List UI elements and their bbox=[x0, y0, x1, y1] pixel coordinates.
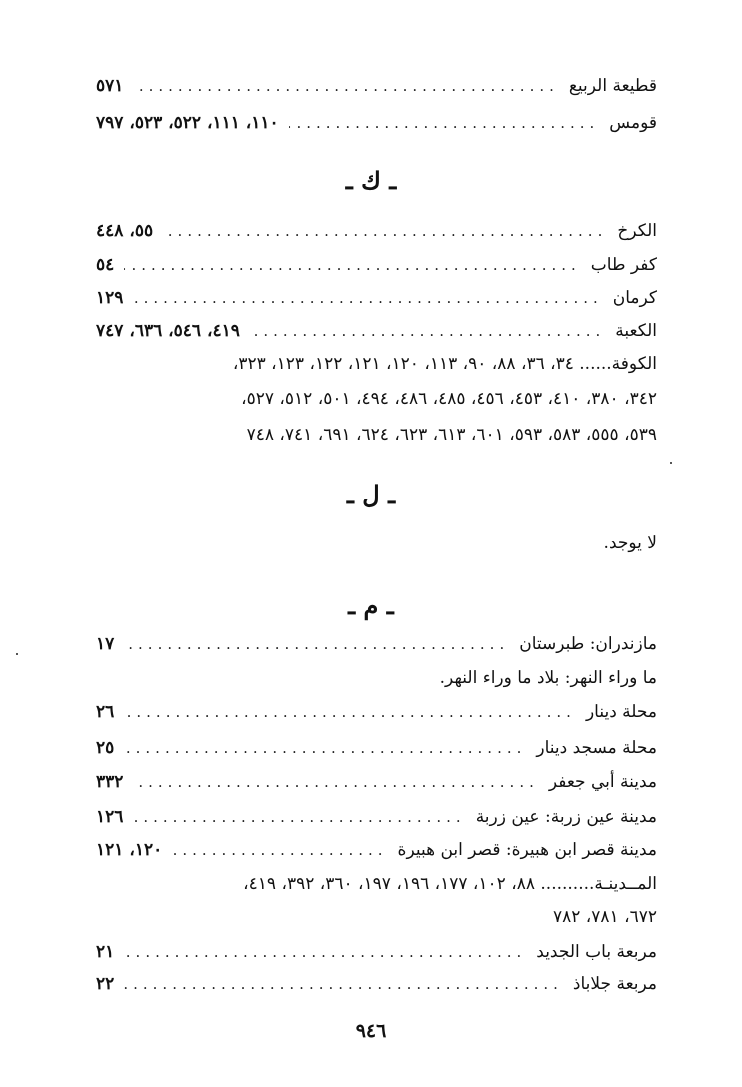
index-entry bbox=[96, 250, 657, 280]
entry-pages: ٢٢ bbox=[96, 974, 115, 994]
entry-pages: ٥٧١ bbox=[96, 76, 124, 96]
index-entry bbox=[96, 629, 657, 659]
leader-dots bbox=[124, 258, 581, 273]
leader-dots bbox=[289, 116, 600, 131]
scan-speck bbox=[670, 462, 672, 464]
entry-pages: ٢٥ bbox=[96, 738, 115, 758]
leader-dots bbox=[133, 775, 538, 790]
madina-line-1: المــدينـة.......... ٨٨، ١٠٢، ١٧٧، ١٩٦، ١٩٧، ٣٦٠، ٣٩٢، ٤١٩، bbox=[243, 874, 657, 894]
leader-dots bbox=[124, 945, 526, 960]
leader-dots bbox=[133, 291, 602, 306]
index-entry bbox=[96, 216, 657, 246]
entry-pages: ٤١٩، ٥٤٦، ٦٣٦، ٧٤٧ bbox=[96, 321, 240, 341]
entry-term: مازندران: طبرستان bbox=[519, 634, 657, 654]
index-entry bbox=[96, 937, 657, 967]
entry-pages: ٢١ bbox=[96, 942, 115, 962]
index-entry bbox=[96, 71, 657, 101]
entry-pages: ٣٣٢ bbox=[96, 772, 124, 792]
section-heading-lam: ـ ل ـ bbox=[346, 480, 396, 509]
leader-dots bbox=[133, 79, 558, 94]
index-entry bbox=[96, 733, 657, 763]
index-entry bbox=[96, 316, 657, 346]
entry-term: قومس bbox=[609, 113, 657, 133]
index-entry bbox=[96, 283, 657, 313]
entry-term: كفر طاب bbox=[590, 255, 657, 275]
leader-dots bbox=[124, 977, 563, 992]
index-entry bbox=[96, 802, 657, 832]
entry-term: مدينة عين زربة: عين زربة bbox=[475, 807, 657, 827]
entry-term: قطيعة الربيع bbox=[568, 76, 657, 96]
ma-wara-entry: ما وراء النهر: بلاد ما وراء النهر. bbox=[439, 668, 657, 688]
entry-term: محلة مسجد دينار bbox=[536, 738, 657, 758]
entry-term: الكعبة bbox=[615, 321, 657, 341]
section-heading-mim: ـ م ـ bbox=[348, 591, 394, 620]
leader-dots bbox=[163, 224, 607, 239]
index-entry bbox=[96, 969, 657, 999]
kufa-line-2: ٣٤٢، ٣٨٠، ٤١٠، ٤٥٣، ٤٥٦، ٤٨٥، ٤٨٦، ٤٩٤، ٥٠١، ٥١٢، ٥٢٧، bbox=[241, 389, 657, 409]
madina-line-2: ٦٧٢، ٧٨١، ٧٨٢ bbox=[553, 907, 657, 927]
entry-term: الكرخ bbox=[617, 221, 657, 241]
page-number: ٩٤٦ bbox=[355, 1020, 387, 1042]
index-entry bbox=[96, 108, 657, 138]
entry-term: مربعة جلاباذ bbox=[572, 974, 657, 994]
entry-term: محلة دينار bbox=[585, 702, 657, 722]
leader-dots bbox=[172, 843, 387, 858]
entry-pages: ١٢٦ bbox=[96, 807, 124, 827]
entry-pages: ١٧ bbox=[96, 634, 115, 654]
entry-pages: ١٢٩ bbox=[96, 288, 124, 308]
entry-pages: ٢٦ bbox=[96, 702, 115, 722]
index-entry bbox=[96, 697, 657, 727]
section-heading-kaf: ـ ك ـ bbox=[345, 166, 397, 195]
kufa-line-3: ٥٣٩، ٥٥٥، ٥٨٣، ٥٩٣، ٦٠١، ٦١٣، ٦٢٣، ٦٢٤، ٦٩١، ٧٤١، ٧٤٨ bbox=[246, 425, 657, 445]
index-entry bbox=[96, 767, 657, 797]
entry-pages: ١١٠، ١١١، ٥٢٢، ٥٢٣، ٧٩٧ bbox=[96, 113, 279, 133]
lam-note: لا يوجد. bbox=[603, 533, 657, 553]
leader-dots bbox=[124, 637, 509, 652]
entry-term: مدينة قصر ابن هبيرة: قصر ابن هبيرة bbox=[397, 840, 657, 860]
entry-term: مربعة باب الجديد bbox=[536, 942, 657, 962]
entry-pages: ٥٤ bbox=[96, 255, 115, 275]
kufa-line-1: الكوفة...... ٣٤، ٣٦، ٨٨، ٩٠، ١١٣، ١٢٠، ١٢١، ١٢٢، ١٢٣، ٣٢٣، bbox=[232, 354, 657, 374]
entry-term: كرمان bbox=[612, 288, 657, 308]
entry-pages: ٥٥، ٤٤٨ bbox=[96, 221, 154, 241]
scan-speck bbox=[16, 653, 18, 655]
leader-dots bbox=[124, 741, 526, 756]
index-entry bbox=[96, 835, 657, 865]
leader-dots bbox=[250, 324, 605, 339]
leader-dots bbox=[124, 705, 576, 720]
entry-term: مدينة أبي جعفر bbox=[548, 772, 657, 792]
entry-pages: ١٢٠، ١٢١ bbox=[96, 840, 163, 860]
leader-dots bbox=[133, 810, 465, 825]
